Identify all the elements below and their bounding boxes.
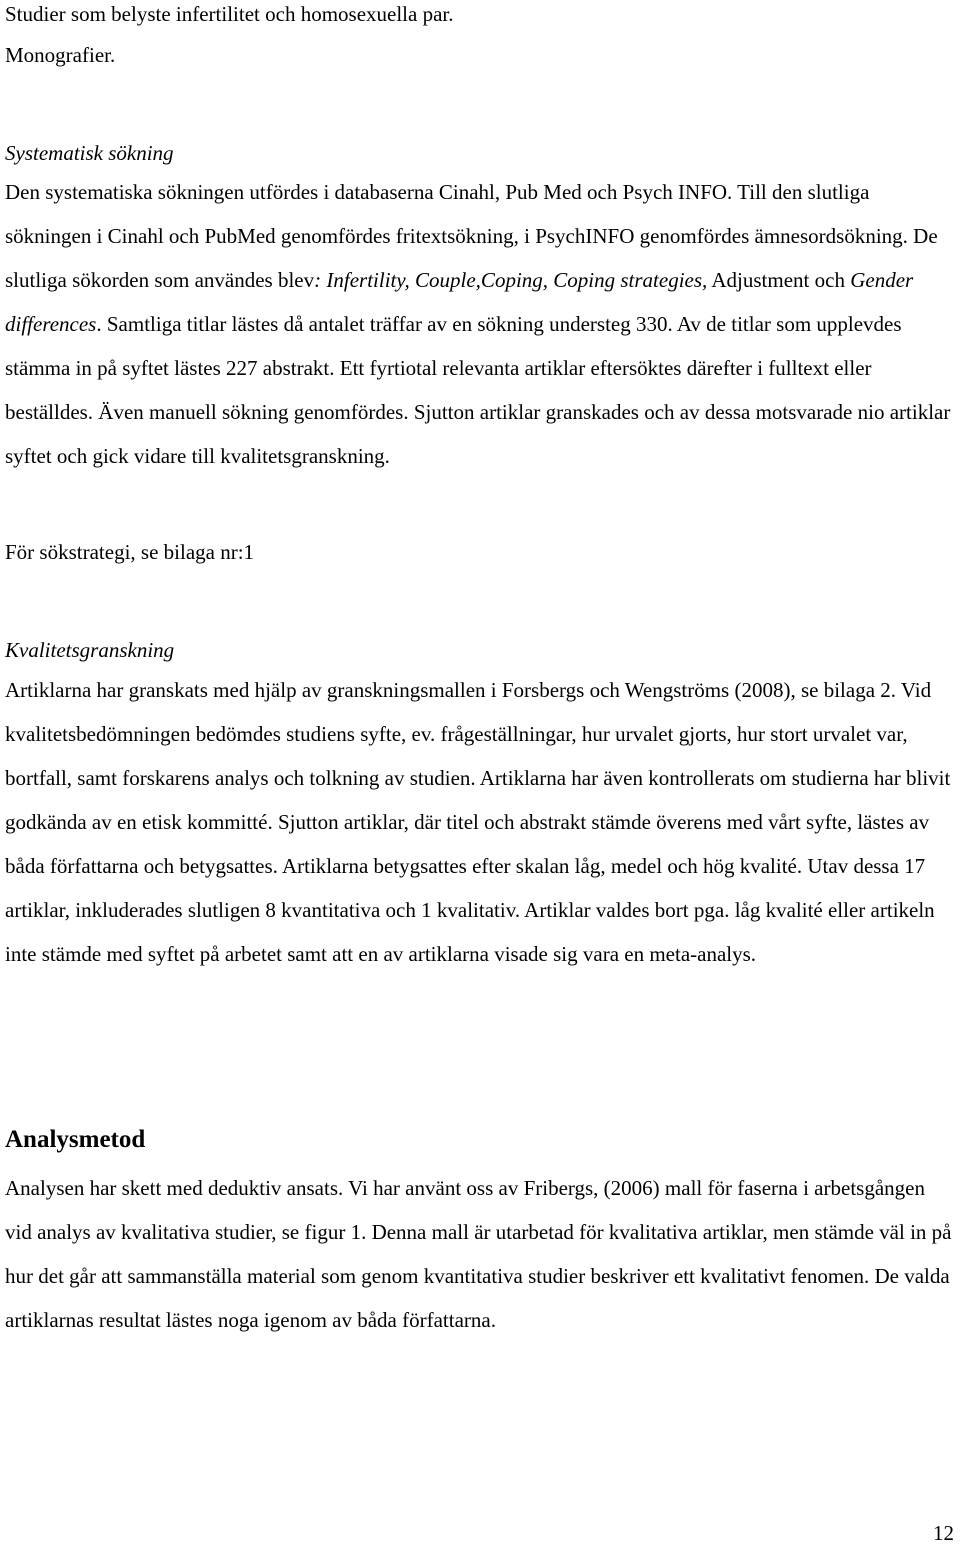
search-text-part2: . Samtliga titlar lästes då antalet träffar av en sökning understeg 330. Av de titlar som upplevdes stämma in på syftet lästes 227 abstrakt. Ett fyrtiotal relevanta artiklar eftersöktes därefter i fulltext eller beställdes. Även manuell sökning genomfördes. Sjutton artiklar granskades och av dessa motsvarade nio artiklar syftet och gick vidare till kvalitetsgranskning. xyxy=(5,312,951,468)
page-number: 12 xyxy=(933,1521,954,1545)
search-text-part1: Den systematiska sökningen utfördes i databaserna Cinahl, Pub Med och Psych INFO. Till den slutliga sökningen i Cinahl och PubMed genomfördes fritextsökning, i PsychINFO genomfördes ämnesordsökning. De slutliga sökorden som användes blev xyxy=(5,180,938,292)
search-term-adjustment: Adjustment xyxy=(711,268,810,292)
section-heading-quality-review: Kvalitetsgranskning xyxy=(5,638,175,662)
intro-line-1: Studier som belyste infertilitet och homosexuella par. xyxy=(5,2,454,26)
quality-review-paragraph: Artiklarna har granskats med hjälp av granskningsmallen i Forsbergs och Wengströms (2008), se bilaga 2. Vid kvalitetsbedömningen bedömdes studiens syfte, ev. frågeställningar, hur urvalet gjorts, hur stort urvalet var, bortfall, samt forskarens analys och tolkning av studien. Artiklarna har även kontrollerats om studierna har blivit godkända av en etisk kommitté. Sjutton artiklar, där titel och abstrakt stämde överens med vårt syfte, lästes av båda författarna och betygsattes. Artiklarna betygsattes efter skalan låg, medel och hög kvalité. Utav dessa 17 artiklar, inkluderades slutligen 8 kvantitativa och 1 kvalitativ. Artiklar valdes bort pga. låg kvalité eller artikeln inte stämde med syftet på arbetet samt att en av artiklarna visade sig vara en meta-analys. xyxy=(5,678,951,966)
intro-line-2: Monografier. xyxy=(5,43,116,67)
search-och: och xyxy=(809,268,851,292)
search-terms-1: : Infertility, Couple,Coping, Coping strategies, xyxy=(314,268,708,292)
search-strategy-note: För sökstrategi, se bilaga nr:1 xyxy=(5,540,255,564)
section-heading-systematic-search: Systematisk sökning xyxy=(5,141,174,165)
analysis-method-paragraph: Analysen har skett med deduktiv ansats. Vi har använt oss av Fribergs, (2006) mall för faserna i arbetsgången vid analys av kvalitativa studier, se figur 1. Denna mall är utarbetad för kvalitativa artiklar, men stämde väl in på hur det går att sammanställa material som genom kvantitativa studier beskriver ett kvalitativt fenomen. De valda artiklarnas resultat lästes noga igenom av båda författarna. xyxy=(5,1176,952,1332)
systematic-search-paragraph xyxy=(5,170,957,478)
section-heading-analysis-method: Analysmetod xyxy=(5,1126,146,1153)
search-terms-2: Gender differences xyxy=(5,268,914,336)
